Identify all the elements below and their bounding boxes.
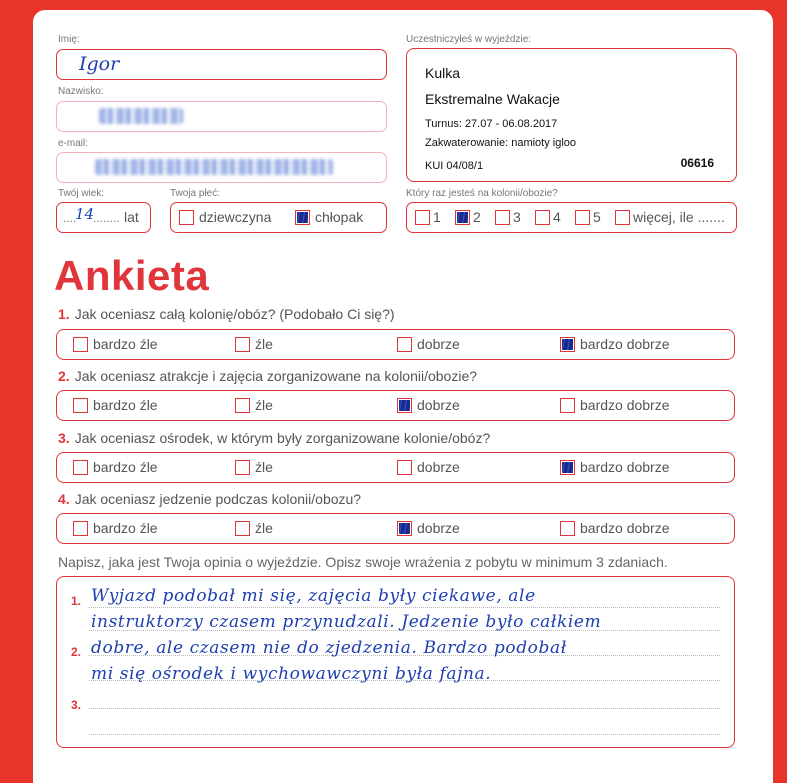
- answer-option[interactable]: [397, 397, 460, 413]
- question-4-text: [58, 491, 361, 507]
- answer-checkbox[interactable]: [235, 337, 250, 352]
- question-2-text: [58, 368, 477, 384]
- times-3-checkbox[interactable]: [495, 210, 510, 225]
- answer-option[interactable]: [560, 520, 670, 536]
- surname-redacted: [99, 108, 183, 124]
- answer-checkbox[interactable]: [397, 337, 412, 352]
- answer-label: dobrze: [417, 397, 460, 413]
- times-4-checkbox[interactable]: [535, 210, 550, 225]
- answer-option[interactable]: [73, 459, 158, 475]
- question-label: Jak oceniasz całą kolonię/obóz? (Podobało Ci się?): [74, 306, 395, 322]
- gender-label: Twoja płeć:: [170, 188, 221, 199]
- answer-checkbox[interactable]: [73, 521, 88, 536]
- email-redacted: [95, 159, 333, 175]
- times-option-2[interactable]: 2: [455, 209, 481, 225]
- answer-label: źle: [255, 459, 273, 475]
- answer-option[interactable]: [560, 397, 670, 413]
- gender-field: [170, 202, 387, 233]
- answer-label: bardzo źle: [93, 336, 158, 352]
- handwritten-line-1: Wyjazd podobał mi się, zajęcia były ciekawe, ale: [91, 586, 536, 606]
- question-number: 2.: [58, 368, 70, 384]
- girl-checkbox[interactable]: [179, 210, 194, 225]
- line-number-2: 2.: [71, 645, 82, 659]
- times-more-checkbox[interactable]: [615, 210, 630, 225]
- boy-checkbox[interactable]: [295, 210, 310, 225]
- age-value: 14: [75, 205, 95, 223]
- answer-option[interactable]: [397, 459, 460, 475]
- line-number-1: 1.: [71, 594, 82, 608]
- answer-checkbox[interactable]: [397, 460, 412, 475]
- email-label: e-mail:: [58, 138, 89, 149]
- trip-box: [406, 48, 737, 182]
- question-2-answers: [56, 390, 735, 421]
- question-number: 1.: [58, 306, 70, 322]
- trip-code: KUI 04/08/1: [425, 160, 484, 172]
- question-label: Jak oceniasz jedzenie podczas kolonii/obozu?: [74, 491, 362, 507]
- answer-label: dobrze: [417, 520, 460, 536]
- email-field[interactable]: [56, 152, 387, 183]
- answer-option[interactable]: [235, 459, 273, 475]
- question-3-answers: [56, 452, 735, 483]
- times-field: [406, 202, 737, 233]
- answer-option[interactable]: [397, 336, 460, 352]
- trip-number: 06616: [680, 156, 714, 170]
- answer-label: bardzo dobrze: [580, 336, 670, 352]
- question-4-answers: [56, 513, 735, 544]
- surname-label: Nazwisko:: [58, 86, 104, 97]
- name-value: Igor: [79, 53, 120, 75]
- line-number-3: 3.: [71, 698, 82, 712]
- answer-checkbox[interactable]: [73, 398, 88, 413]
- times-label: Który raz jesteś na kolonii/obozie?: [406, 188, 558, 199]
- answer-checkbox[interactable]: [397, 521, 412, 536]
- trip-turnus: Turnus: 27.07 - 06.08.2017: [425, 118, 558, 130]
- trip-accommodation: Zakwaterowanie: namioty igloo: [425, 137, 577, 149]
- ruled-line: [89, 607, 720, 608]
- question-3-text: [58, 430, 490, 446]
- times-option-4[interactable]: 4: [535, 209, 561, 225]
- handwritten-line-4: mi się ośrodek i wychowawczyni była fajna.: [91, 664, 492, 684]
- handwritten-line-2: instruktorzy czasem przynudzali. Jedzenie było całkiem: [91, 612, 602, 632]
- answer-option[interactable]: [235, 520, 273, 536]
- question-number: 3.: [58, 430, 70, 446]
- answer-checkbox[interactable]: [73, 337, 88, 352]
- answer-label: źle: [255, 520, 273, 536]
- answer-option[interactable]: [235, 397, 273, 413]
- trip-line2: Ekstremalne Wakacje: [425, 91, 560, 107]
- answer-label: bardzo źle: [93, 520, 158, 536]
- question-1-answers: [56, 329, 735, 360]
- age-label: Twój wiek:: [58, 188, 105, 199]
- surname-field[interactable]: [56, 101, 387, 132]
- ruled-line: [89, 734, 720, 735]
- opinion-prompt: Napisz, jaka jest Twoja opinia o wyjeździe. Opisz swoje wrażenia z pobytu w minimum 3 zdaniach.: [58, 554, 668, 570]
- answer-label: dobrze: [417, 459, 460, 475]
- answer-checkbox[interactable]: [235, 521, 250, 536]
- times-option-3[interactable]: 3: [495, 209, 521, 225]
- trip-line1: Kulka: [425, 65, 461, 81]
- answer-label: bardzo dobrze: [580, 397, 670, 413]
- gender-option-boy[interactable]: chłopak: [295, 209, 363, 225]
- survey-title: Ankieta: [54, 252, 210, 299]
- question-label: Jak oceniasz ośrodek, w którym były zorganizowane kolonie/obóz?: [74, 430, 491, 446]
- age-field[interactable]: .... 14 ........ lat: [56, 202, 151, 233]
- answer-label: bardzo dobrze: [580, 520, 670, 536]
- times-option-1[interactable]: 1: [415, 209, 441, 225]
- question-label: Jak oceniasz atrakcje i zajęcia zorganizowane na kolonii/obozie?: [74, 368, 478, 384]
- answer-checkbox[interactable]: [235, 398, 250, 413]
- answer-option[interactable]: [560, 336, 670, 352]
- answer-option[interactable]: [73, 397, 158, 413]
- times-2-checkbox[interactable]: [455, 210, 470, 225]
- name-field[interactable]: [56, 49, 387, 80]
- ruled-line: [89, 708, 720, 709]
- answer-option[interactable]: [560, 459, 670, 475]
- answer-label: źle: [255, 397, 273, 413]
- opinion-box[interactable]: [56, 576, 735, 748]
- times-5-checkbox[interactable]: [575, 210, 590, 225]
- answer-checkbox[interactable]: [235, 460, 250, 475]
- answer-label: bardzo źle: [93, 459, 158, 475]
- trip-label: Uczestniczyłeś w wyjeździe:: [406, 34, 532, 45]
- times-option-more[interactable]: więcej, ile .......: [615, 209, 725, 225]
- gender-option-girl[interactable]: dziewczyna: [179, 209, 271, 225]
- answer-checkbox[interactable]: [560, 398, 575, 413]
- answer-checkbox[interactable]: [560, 460, 575, 475]
- answer-checkbox[interactable]: [560, 337, 575, 352]
- answer-option[interactable]: [397, 520, 460, 536]
- answer-label: bardzo dobrze: [580, 459, 670, 475]
- question-number: 4.: [58, 491, 70, 507]
- question-1-text: [58, 306, 395, 322]
- answer-label: bardzo źle: [93, 397, 158, 413]
- answer-checkbox[interactable]: [73, 460, 88, 475]
- name-label: Imię:: [58, 34, 80, 45]
- answer-option[interactable]: [73, 520, 158, 536]
- answer-checkbox[interactable]: [560, 521, 575, 536]
- answer-checkbox[interactable]: [397, 398, 412, 413]
- answer-label: źle: [255, 336, 273, 352]
- answer-option[interactable]: [235, 336, 273, 352]
- times-option-5[interactable]: 5: [575, 209, 601, 225]
- times-1-checkbox[interactable]: [415, 210, 430, 225]
- answer-option[interactable]: [73, 336, 158, 352]
- handwritten-line-3: dobre, ale czasem nie do zjedzenia. Bardzo podobał: [91, 638, 567, 658]
- answer-label: dobrze: [417, 336, 460, 352]
- age-unit: lat: [124, 209, 139, 225]
